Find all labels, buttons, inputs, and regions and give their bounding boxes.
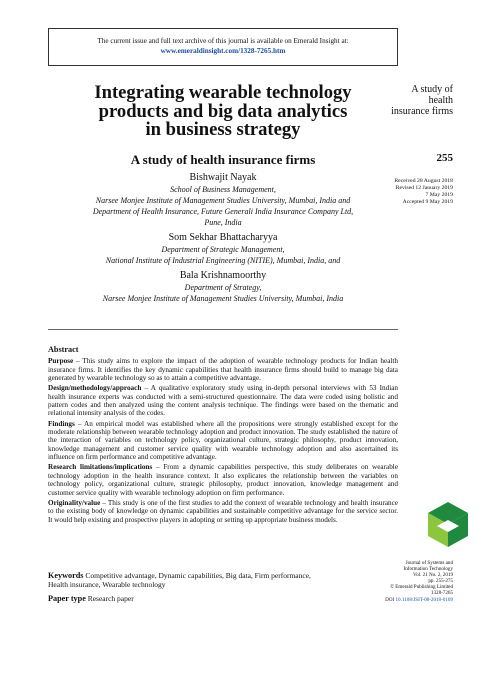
date-accepted: Accepted 9 May 2019	[402, 199, 453, 205]
doi-label: DOI	[385, 596, 396, 603]
journal-info	[385, 560, 453, 603]
author-affiliation: Department of Strategy,	[184, 283, 262, 292]
journal-copyright: © Emerald Publishing Limited	[390, 584, 453, 591]
date-revised: 7 May 2019	[425, 192, 453, 198]
author-name: Som Sekhar Bhattacharyya	[168, 232, 278, 243]
section-text: – An empirical model was established where all the propositions were strongly established except for the moderate relationship between wearable technology adoption and product innovation. The study established the nature of the interaction of variables on technology policy, organizational culture, strategic philosophy, product innovation, knowledge management and customer service quality with wearable technology adoption and also ascertained its influence on firm performance and competitive advantage.	[48, 419, 398, 462]
publisher-logo-icon	[423, 500, 473, 550]
page-number: 255	[436, 152, 453, 164]
running-head-line: health	[428, 95, 453, 106]
journal-name: Journal of Systems and	[405, 560, 453, 566]
abstract-design	[48, 384, 398, 417]
keywords	[48, 571, 398, 589]
abstract-heading: Abstract	[48, 345, 79, 354]
author-affiliation: School of Business Management,	[170, 185, 276, 194]
section-text: – A qualitative exploratory study using in-depth personal interviews with 53 Indian health insurance experts was conducted with a semi-structured questionnaire. The data were coded using holistic and pattern codes and then analyzed using the content analysis technique. The findings were based on the thematic and relational intensity analysis of the codes.	[48, 384, 398, 418]
abstract-purpose	[48, 357, 398, 382]
journal-volume: Vol. 21 No. 2, 2019	[413, 572, 453, 579]
journal-pages: pp. 255-275	[428, 578, 453, 585]
author-affiliation: Department of Strategic Management,	[161, 245, 285, 254]
section-label: Design/methodology/approach	[48, 384, 142, 393]
running-head	[391, 84, 453, 117]
title-line: in business strategy	[145, 119, 301, 140]
abstract-limitations	[48, 463, 398, 496]
date-received: Received 28 August 2018	[394, 178, 453, 184]
author-block	[48, 172, 398, 304]
section-label: Originality/value	[48, 498, 101, 507]
running-head-line: insurance firms	[391, 106, 453, 117]
section-label: Research limitations/implications	[48, 463, 153, 472]
section-label: Findings	[48, 419, 75, 428]
author-name: Bala Krishnamoorthy	[179, 270, 267, 281]
section-text: – This study is one of the first studies to add the context of wearable technology and health insurance to the existing body of knowledge on dynamic capabilities and sustainable competitive advantage for the service sector. It would help existing and prospective players in adopting or setting up appropriate business models.	[48, 498, 398, 524]
paper-type	[48, 594, 134, 603]
paper-type-label: Paper type	[48, 594, 86, 603]
author-affiliation: Narsee Monjee Institute of Management Studies University, Mumbai, India	[102, 294, 344, 303]
section-label: Purpose	[48, 357, 74, 366]
journal-doi	[385, 597, 453, 603]
section-divider	[48, 329, 398, 330]
doi-link[interactable]: 10.1108/JSIT-08-2018-0109	[395, 596, 453, 603]
title-line: products and big data analytics	[98, 100, 348, 122]
journal-issn: 1328-7265	[430, 590, 453, 597]
abstract-findings	[48, 420, 398, 462]
availability-notice	[48, 28, 398, 66]
keywords-label: Keywords	[48, 571, 84, 580]
submission-dates	[394, 178, 453, 206]
author-affiliation: Narsee Monjee Institute of Management Studies University, Mumbai, India and	[95, 196, 351, 205]
keywords-text: Health insurance, Wearable technology	[48, 580, 166, 589]
journal-name: Information Technology	[403, 566, 453, 573]
author-affiliation: Pune, India	[204, 218, 242, 227]
author-affiliation: National Institute of Industrial Engineering (NITIE), Mumbai, India, and	[105, 256, 341, 265]
abstract-originality	[48, 499, 398, 524]
notice-text: The current issue and full text archive of this journal is available on Emerald Insight at:	[97, 37, 349, 45]
keywords-text: Competitive advantage, Dynamic capabilities, Big data, Firm performance,	[83, 571, 311, 580]
article-title	[48, 84, 398, 140]
date-revised: Revised 12 January 2019	[395, 185, 453, 191]
author-affiliation: Department of Health Insurance, Future Generali India Insurance Company Ltd,	[92, 207, 354, 216]
section-text: – This study aims to explore the impact of the adoption of wearable technology products for Indian health insurance firms. It identifies the key dynamic capabilities that health insurance firms should build to manage big data generated by wearable technology so as to attain a competitive advantage.	[48, 357, 398, 383]
paper-type-value: Research paper	[85, 594, 134, 603]
author-name: Bishwajit Nayak	[189, 172, 257, 183]
section-text: – From a dynamic capabilities perspective, this study deliberates on wearable technology adoption in the health insurance context. It also explicates the relationship between the variables on technology policy, organizational culture, strategic philosophy, product innovation, knowledge management and customer service quality with wearable technology adoption on firm performance.	[48, 463, 398, 497]
article-subtitle: A study of health insurance firms	[130, 152, 316, 167]
title-line: Integrating wearable technology	[94, 82, 352, 103]
journal-url-link[interactable]: www.emeraldinsight.com/1328-7265.htm	[160, 47, 286, 55]
abstract	[48, 346, 398, 526]
running-head-line: A study of	[411, 84, 453, 95]
